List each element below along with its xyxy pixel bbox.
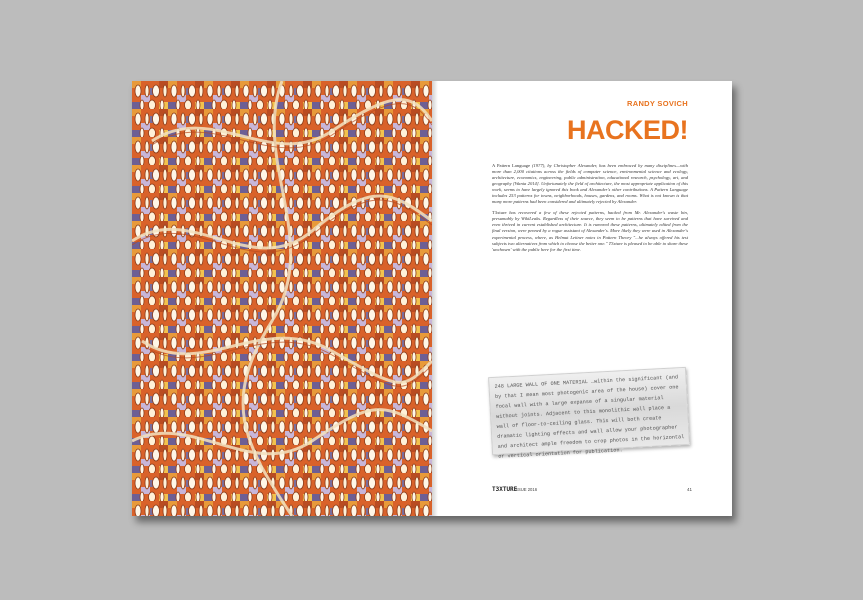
body-paragraph [492, 163, 688, 205]
artwork-image [132, 81, 432, 516]
author-name: RANDY SOVICH [627, 99, 688, 108]
book-title: A Pattern Language [492, 163, 531, 168]
article-title: HACKED! [567, 115, 688, 145]
article-body [492, 163, 688, 258]
page-number: 41 [686, 487, 692, 492]
footer-issue: ISSUE 2016 [514, 487, 538, 492]
body-paragraph [492, 210, 688, 252]
magazine-spread [132, 81, 732, 516]
note-text: 248 LARGE WALL OF ONE MATERIAL …within the significant (and by that I mean most photogenic area of the house) cover one focal wall with a large expanse of a singular material without joints. Adjacent to this monolithic wall place a wall of floor-to-ceiling glass. This will both create dramatic lighting effects and wall allow your photographer and architect ample freedom to crop photos in the horizontal or vertical orientation for publication. [494, 374, 685, 460]
footer-logo: T3XTURE [492, 486, 518, 493]
article-page [432, 81, 732, 516]
binary-pattern-artwork [132, 81, 432, 516]
paragraph-text: (1977), by Christopher Alexander, has been embraced by many disciplines—with more than 2,000 citations across the fields of computer science, environmental science and ecology, architecture, economics, engineering, public administration, educational research, psychology, art, and geography [Wania 2014]. Unfortunately the field of architecture, the most appropriate application of this work, seems to have largely ignored this book and Alexander's other contributions. A Pattern Language includes 253 patterns for towns, neighborhoods, houses, gardens, and rooms. What is not known is that many more patterns had been considered and ultimately rejected by Alexander. [492, 163, 688, 205]
magazine-name: T3xture [492, 210, 507, 216]
paragraph-text: has recovered a few of these rejected patterns, hacked from Mr. Alexander's waste bin, presumably by WikiLeaks. Regardless of their source, they seem to be patterns that have survived and even thrived in current established architecture. It is rumored these patterns, ultimately edited from the final version, were penned by a rogue assistant of Alexander's. More likely they were used in Alexander's experimental process, where, as Helmut Leitner notes in Pattern Theory "...he always offered his test subjects two alternatives from which to choose the better one." T3xture is pleased to be able to share these 'unchosen' with the public here for the first time. [492, 210, 688, 252]
typed-pattern-note [488, 367, 690, 460]
